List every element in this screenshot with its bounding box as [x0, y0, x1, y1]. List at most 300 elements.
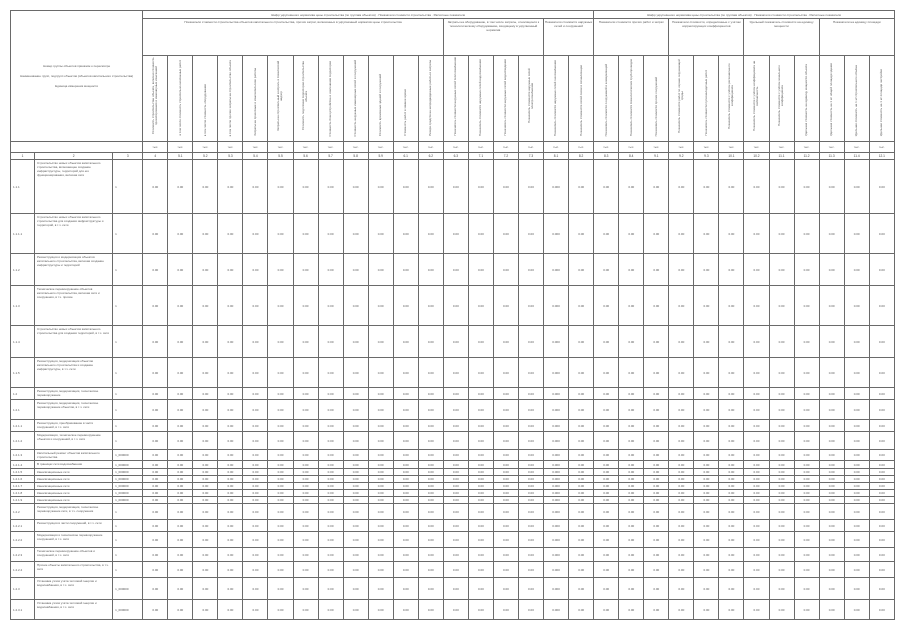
row-value-cell: 0.00: [819, 548, 844, 562]
row-value-cell: 0.00: [218, 254, 243, 286]
row-value-cell: 0.00: [594, 483, 619, 490]
row-value-cell: 0.00: [569, 532, 594, 548]
row-value-cell: 0.00: [719, 476, 744, 483]
row-value-cell: 0.00: [168, 497, 193, 504]
row-value-cell: 0.00: [193, 532, 218, 548]
row-name-cell: Реконструкция, модернизация, техническое перевооружение сети, в т.ч. сооружения: [35, 504, 113, 520]
row-value-cell: 0.00: [243, 358, 268, 388]
row-value-cell: 0.00: [393, 358, 418, 388]
row-value-cell: 0.00: [794, 432, 819, 450]
row-value-cell: 0.00: [594, 286, 619, 326]
row-value-cell: 0.00: [744, 326, 769, 358]
column-header-text: Показатель стоимости работ по охране окружающей среды: [677, 59, 685, 133]
row-value-cell: 0.00: [143, 469, 168, 476]
row-value-cell: 0.000: [544, 286, 569, 326]
row-value-cell: 0.000: [544, 160, 569, 214]
column-header-17: [544, 56, 569, 142]
row-value-cell: 0.00: [168, 562, 193, 578]
row-value-cell: 0.00: [518, 600, 543, 620]
row-value-cell: 0.00: [468, 461, 493, 469]
row-value-cell: 0.00: [493, 358, 518, 388]
row-value-cell: 0.00: [619, 548, 644, 562]
vertical-header-row: [11, 56, 895, 142]
row-value-cell: 0.00: [569, 548, 594, 562]
column-number-cell: 9.2: [669, 153, 694, 160]
row-value-cell: 0.00: [368, 450, 393, 461]
row-value-cell: 0.00: [393, 286, 418, 326]
row-value-cell: 0.00: [869, 286, 894, 326]
row-value-cell: 0.00: [168, 578, 193, 600]
row-value-cell: 0.00: [368, 432, 393, 450]
row-code-cell: 1.2.1.2: [11, 432, 35, 450]
row-value-cell: 0.00: [393, 254, 418, 286]
row-value-cell: 0.00: [268, 497, 293, 504]
row-value-cell: 0.00: [694, 497, 719, 504]
unit-label-cell: тыс.: [193, 142, 218, 153]
row-value-cell: 0.00: [719, 520, 744, 532]
row-value-cell: 0.00: [293, 562, 318, 578]
row-value-cell: 0.00: [143, 432, 168, 450]
row-value-cell: 0.00: [468, 483, 493, 490]
row-value-cell: 0.00: [669, 532, 694, 548]
row-name-cell: Канализационные сети: [35, 476, 113, 483]
row-value-cell: 0.00: [744, 504, 769, 520]
row-value-cell: 0.00: [869, 388, 894, 400]
row-value-cell: 0.00: [368, 476, 393, 483]
row-value-cell: 0.00: [594, 497, 619, 504]
column-header-4: [218, 56, 243, 142]
row-unit-cell: 1_000000: [113, 461, 143, 469]
row-value-cell: 0.00: [669, 578, 694, 600]
row-value-cell: 0.00: [368, 483, 393, 490]
row-value-cell: 0.00: [744, 548, 769, 562]
column-header-text: Стоимость благоустройства и озеленения территории: [328, 60, 332, 136]
row-value-cell: 0.00: [619, 450, 644, 461]
row-value-cell: 0.00: [744, 400, 769, 420]
row-value-cell: 0.00: [268, 461, 293, 469]
row-value-cell: 0.00: [393, 504, 418, 520]
row-value-cell: 0.00: [518, 504, 543, 520]
row-unit-cell: 1: [113, 548, 143, 562]
row-value-cell: 0.00: [819, 562, 844, 578]
row-value-cell: 0.00: [493, 497, 518, 504]
row-value-cell: 0.00: [644, 388, 669, 400]
row-value-cell: 0.00: [418, 254, 443, 286]
row-value-cell: 0.00: [644, 562, 669, 578]
column-number-cell: 7.2: [493, 153, 518, 160]
row-value-cell: 0.00: [243, 326, 268, 358]
row-value-cell: 0.00: [418, 326, 443, 358]
row-value-cell: 0.00: [719, 600, 744, 620]
row-value-cell: 0.00: [694, 286, 719, 326]
column-header-text: Показатель стоимости с учётом регионального коэффициента: [727, 63, 735, 129]
row-value-cell: 0.00: [343, 548, 368, 562]
row-value-cell: 0.00: [143, 520, 168, 532]
row-code-cell: 1.2.2.1: [11, 520, 35, 532]
row-value-cell: 0.00: [243, 504, 268, 520]
row-value-cell: 0.00: [268, 432, 293, 450]
table-row: [11, 214, 895, 254]
row-value-cell: 0.00: [518, 432, 543, 450]
row-value-cell: 0.00: [744, 532, 769, 548]
column-number-cell: 5.1: [168, 153, 193, 160]
unit-label-cell: тыс.: [168, 142, 193, 153]
row-value-cell: 0.00: [493, 520, 518, 532]
column-header-29: [844, 56, 869, 142]
row-code-cell: 1.1.4: [11, 326, 35, 358]
row-value-cell: 0.00: [844, 214, 869, 254]
row-value-cell: 0.00: [293, 497, 318, 504]
row-value-cell: 0.00: [243, 562, 268, 578]
row-value-cell: 0.00: [368, 286, 393, 326]
row-value-cell: 0.00: [393, 483, 418, 490]
row-value-cell: 0.00: [368, 497, 393, 504]
row-value-cell: 0.00: [318, 160, 343, 214]
row-value-cell: 0.00: [569, 432, 594, 450]
column-header-text: Показатель стоимости наружных сетей электроснабжения: [526, 68, 534, 124]
row-value-cell: 0.00: [744, 388, 769, 400]
row-value-cell: 0.000: [544, 326, 569, 358]
row-value-cell: 0.000: [544, 432, 569, 450]
row-value-cell: 0.00: [218, 469, 243, 476]
row-value-cell: 0.00: [769, 600, 794, 620]
row-unit-cell: 1: [113, 388, 143, 400]
row-code-cell: 1.2: [11, 388, 35, 400]
row-value-cell: 0.00: [819, 600, 844, 620]
row-value-cell: 0.00: [393, 520, 418, 532]
row-value-cell: 0.00: [243, 420, 268, 432]
row-value-cell: 0.000: [544, 461, 569, 469]
row-value-cell: 0.00: [193, 420, 218, 432]
row-value-cell: 0.00: [343, 600, 368, 620]
row-value-cell: 0.00: [518, 400, 543, 420]
row-value-cell: 0.00: [719, 450, 744, 461]
row-value-cell: 0.00: [168, 469, 193, 476]
row-value-cell: 0.00: [769, 532, 794, 548]
row-value-cell: 0.00: [293, 548, 318, 562]
row-value-cell: 0.00: [669, 254, 694, 286]
row-value-cell: 0.00: [869, 490, 894, 497]
row-value-cell: 0.00: [243, 469, 268, 476]
row-unit-cell: 1_000000: [113, 490, 143, 497]
unit-label-cell: тыс.: [694, 142, 719, 153]
row-value-cell: 0.00: [218, 214, 243, 254]
column-header-text: Стоимость работ в зимнее время: [403, 89, 408, 136]
row-value-cell: 0.00: [594, 214, 619, 254]
row-value-cell: 0.00: [594, 358, 619, 388]
row-value-cell: 0.00: [869, 160, 894, 214]
row-value-cell: 0.00: [143, 326, 168, 358]
row-value-cell: 0.00: [193, 600, 218, 620]
row-value-cell: 0.00: [193, 214, 218, 254]
column-number-cell: 2: [35, 153, 113, 160]
row-value-cell: 0.00: [468, 388, 493, 400]
row-value-cell: 0.00: [343, 286, 368, 326]
row-value-cell: 0.00: [819, 358, 844, 388]
group-header-1: Показатели стоимости строительства объектов капитального строительства, прочих затрат, включённых в укрупнённый норматив цены строительства: [143, 19, 444, 56]
row-value-cell: 0.00: [393, 160, 418, 214]
row-value-cell: 0.00: [493, 490, 518, 497]
row-value-cell: 0.00: [418, 461, 443, 469]
row-value-cell: 0.00: [644, 483, 669, 490]
row-value-cell: 0.00: [443, 400, 468, 420]
column-header-7: [293, 56, 318, 142]
row-value-cell: 0.00: [569, 490, 594, 497]
row-value-cell: 0.00: [719, 562, 744, 578]
row-value-cell: 0.00: [343, 562, 368, 578]
row-value-cell: 0.00: [318, 578, 343, 600]
row-value-cell: 0.00: [744, 254, 769, 286]
row-code-cell: 1.2.1.4: [11, 461, 35, 469]
row-value-cell: 0.00: [218, 548, 243, 562]
row-value-cell: 0.00: [744, 214, 769, 254]
row-value-cell: 0.00: [143, 214, 168, 254]
row-value-cell: 0.00: [844, 578, 869, 600]
row-value-cell: 0.00: [193, 400, 218, 420]
row-value-cell: 0.00: [694, 388, 719, 400]
row-value-cell: 0.00: [268, 532, 293, 548]
row-value-cell: 0.00: [268, 286, 293, 326]
row-value-cell: 0.00: [318, 548, 343, 562]
row-value-cell: 0.00: [418, 520, 443, 532]
row-value-cell: 0.00: [518, 420, 543, 432]
row-value-cell: 0.00: [418, 497, 443, 504]
row-value-cell: 0.00: [719, 469, 744, 476]
row-value-cell: 0.00: [769, 504, 794, 520]
row-value-cell: 0.000: [544, 400, 569, 420]
column-number-cell: 11.3: [819, 153, 844, 160]
row-value-cell: 0.00: [293, 420, 318, 432]
row-code-cell: 1.1.1: [11, 160, 35, 214]
row-value-cell: 0.00: [844, 520, 869, 532]
row-value-cell: 0.00: [368, 388, 393, 400]
row-value-cell: 0.000: [544, 548, 569, 562]
row-value-cell: 0.00: [819, 432, 844, 450]
column-header-text: Показатель стоимости наружных сетей водоотведения: [503, 59, 508, 136]
row-value-cell: 0.00: [569, 160, 594, 214]
row-value-cell: 0.00: [218, 600, 243, 620]
row-value-cell: 0.00: [218, 388, 243, 400]
row-value-cell: 0.00: [594, 400, 619, 420]
row-value-cell: 0.00: [594, 520, 619, 532]
row-value-cell: 0.00: [443, 450, 468, 461]
row-value-cell: 0.00: [318, 388, 343, 400]
row-value-cell: 0.00: [243, 497, 268, 504]
row-value-cell: 0.00: [594, 504, 619, 520]
col-name-header: Наименование групп, подгрупп объектов (объектов капитального строительства): [20, 74, 134, 78]
row-value-cell: 0.00: [619, 461, 644, 469]
row-value-cell: 0.00: [569, 520, 594, 532]
row-value-cell: 0.00: [443, 483, 468, 490]
row-value-cell: 0.00: [644, 400, 669, 420]
row-value-cell: 0.00: [193, 432, 218, 450]
row-value-cell: 0.00: [769, 578, 794, 600]
row-value-cell: 0.000: [544, 450, 569, 461]
row-value-cell: 0.00: [844, 254, 869, 286]
row-value-cell: 0.00: [669, 497, 694, 504]
row-value-cell: 0.00: [293, 388, 318, 400]
row-unit-cell: 1: [113, 286, 143, 326]
row-value-cell: 0.00: [869, 326, 894, 358]
row-value-cell: 0.00: [293, 160, 318, 214]
row-name-cell: Канализационные сети: [35, 497, 113, 504]
column-number-cell: 8.4: [619, 153, 644, 160]
row-value-cell: 0.00: [143, 254, 168, 286]
row-value-cell: 0.00: [443, 469, 468, 476]
column-number-cell: 5.8: [343, 153, 368, 160]
row-value-cell: 0.00: [343, 160, 368, 214]
row-name-cell: Реконструкция, преобразование в части сооружений, в т.ч. сети: [35, 420, 113, 432]
column-header-text: в том числе прочие затраты на строительство объекта: [227, 59, 232, 136]
row-unit-cell: 1_000000: [113, 600, 143, 620]
row-value-cell: 0.00: [418, 578, 443, 600]
group-header-6: Удельный показатель стоимости на единицу мощности: [744, 19, 819, 56]
row-code-cell: 1.2.1.6: [11, 476, 35, 483]
row-value-cell: 0.00: [619, 476, 644, 483]
row-value-cell: 0.00: [644, 469, 669, 476]
column-number-cell: 8.2: [569, 153, 594, 160]
row-value-cell: 0.00: [468, 490, 493, 497]
row-unit-cell: 1: [113, 532, 143, 548]
row-value-cell: 0.000: [544, 388, 569, 400]
row-value-cell: 0.00: [493, 450, 518, 461]
row-value-cell: 0.00: [268, 469, 293, 476]
row-value-cell: 0.00: [844, 160, 869, 214]
row-value-cell: 0.00: [318, 326, 343, 358]
row-unit-cell: 1: [113, 214, 143, 254]
row-value-cell: 0.00: [218, 578, 243, 600]
column-header-text: Показатель стоимости с учётом зонального коэффициента: [777, 65, 785, 127]
row-value-cell: 0.00: [769, 548, 794, 562]
row-value-cell: 0.00: [418, 562, 443, 578]
column-number-row: [11, 153, 895, 160]
row-value-cell: 0.00: [744, 497, 769, 504]
row-value-cell: 0.00: [193, 504, 218, 520]
row-value-cell: 0.00: [694, 461, 719, 469]
column-number-cell: 6.3: [443, 153, 468, 160]
row-value-cell: 0.00: [819, 388, 844, 400]
column-number-cell: 11.2: [794, 153, 819, 160]
row-value-cell: 0.00: [443, 358, 468, 388]
row-value-cell: 0.00: [719, 548, 744, 562]
row-value-cell: 0.00: [243, 532, 268, 548]
row-value-cell: 0.00: [719, 490, 744, 497]
unit-label-cell: тыс.: [569, 142, 594, 153]
column-header-text: Удельная стоимость на единицу мощности объекта: [803, 64, 808, 136]
row-value-cell: 0.00: [218, 160, 243, 214]
row-value-cell: 0.00: [268, 420, 293, 432]
unit-label-cell: тыс.: [744, 142, 769, 153]
row-value-cell: 0.00: [293, 286, 318, 326]
column-number-cell: 5.4: [243, 153, 268, 160]
row-value-cell: 0.00: [644, 461, 669, 469]
column-number-cell: 11.1: [769, 153, 794, 160]
row-value-cell: 0.00: [343, 476, 368, 483]
row-value-cell: 0.00: [518, 160, 543, 214]
row-value-cell: 0.00: [193, 461, 218, 469]
row-value-cell: 0.00: [443, 214, 468, 254]
row-value-cell: 0.00: [443, 476, 468, 483]
row-value-cell: 0.00: [393, 326, 418, 358]
row-value-cell: 0.00: [694, 469, 719, 476]
row-code-cell: 1.2.2.4: [11, 562, 35, 578]
row-value-cell: 0.00: [368, 469, 393, 476]
row-value-cell: 0.00: [268, 214, 293, 254]
row-value-cell: 0.00: [744, 160, 769, 214]
column-header-text: Удельная стоимость на 1 м² общей площади здания: [829, 63, 834, 136]
row-unit-cell: 1_000000: [113, 469, 143, 476]
row-value-cell: 0.00: [819, 497, 844, 504]
row-value-cell: 0.00: [619, 532, 644, 548]
row-value-cell: 0.00: [594, 420, 619, 432]
row-name-cell: Канализационные сети: [35, 490, 113, 497]
row-unit-cell: 1: [113, 520, 143, 532]
unit-label-cell: тыс.: [218, 142, 243, 153]
row-value-cell: 0.00: [744, 600, 769, 620]
row-value-cell: 0.00: [794, 388, 819, 400]
row-value-cell: 0.00: [168, 483, 193, 490]
row-value-cell: 0.00: [869, 400, 894, 420]
row-value-cell: 0.00: [418, 469, 443, 476]
row-value-cell: 0.00: [168, 548, 193, 562]
row-value-cell: 0.00: [644, 286, 669, 326]
column-header-19: [594, 56, 619, 142]
row-value-cell: 0.000: [544, 476, 569, 483]
row-value-cell: 0.00: [819, 504, 844, 520]
row-value-cell: 0.00: [393, 578, 418, 600]
row-value-cell: 0.00: [418, 483, 443, 490]
row-value-cell: 0.00: [744, 578, 769, 600]
row-name-cell: Техническое перевооружение объектов капитального строительства, включая сети и сооружения, в т.ч. прочие: [35, 286, 113, 326]
column-header-22: [669, 56, 694, 142]
unit-label-cell: тыс.: [644, 142, 669, 153]
row-value-cell: 0.00: [694, 420, 719, 432]
row-value-cell: 0.00: [769, 520, 794, 532]
row-value-cell: 0.00: [468, 450, 493, 461]
row-value-cell: 0.00: [518, 520, 543, 532]
column-header-text: Показатель стоимости наружных сетей газоснабжения: [553, 59, 558, 136]
table-row: [11, 578, 895, 600]
table-row: [11, 490, 895, 497]
row-value-cell: 0.00: [619, 400, 644, 420]
row-value-cell: 0.00: [368, 548, 393, 562]
group-header-7: Показатели на единицу площади: [819, 19, 894, 56]
row-value-cell: 0.00: [794, 504, 819, 520]
row-value-cell: 0.00: [719, 160, 744, 214]
row-value-cell: 0.00: [518, 358, 543, 388]
row-name-cell: Строительство новых объектов капитального строительства для создания территорий, в т.ч. сети: [35, 326, 113, 358]
units-row: [11, 142, 895, 153]
row-value-cell: 0.00: [493, 254, 518, 286]
row-value-cell: 0.00: [869, 600, 894, 620]
table-row: [11, 504, 895, 520]
row-value-cell: 0.00: [669, 326, 694, 358]
row-value-cell: 0.00: [493, 504, 518, 520]
row-value-cell: 0.00: [168, 532, 193, 548]
column-header-text: Удельная стоимость на 1 м³ строительного объёма: [854, 64, 859, 136]
row-unit-cell: 1: [113, 160, 143, 214]
unit-label-cell: тыс.: [318, 142, 343, 153]
row-value-cell: 0.00: [819, 483, 844, 490]
row-value-cell: 0.00: [468, 497, 493, 504]
row-value-cell: 0.00: [518, 461, 543, 469]
row-value-cell: 0.00: [268, 476, 293, 483]
row-value-cell: 0.00: [744, 469, 769, 476]
table-row: [11, 520, 895, 532]
row-value-cell: 0.00: [193, 520, 218, 532]
row-value-cell: 0.00: [694, 432, 719, 450]
row-value-cell: 0.00: [168, 286, 193, 326]
